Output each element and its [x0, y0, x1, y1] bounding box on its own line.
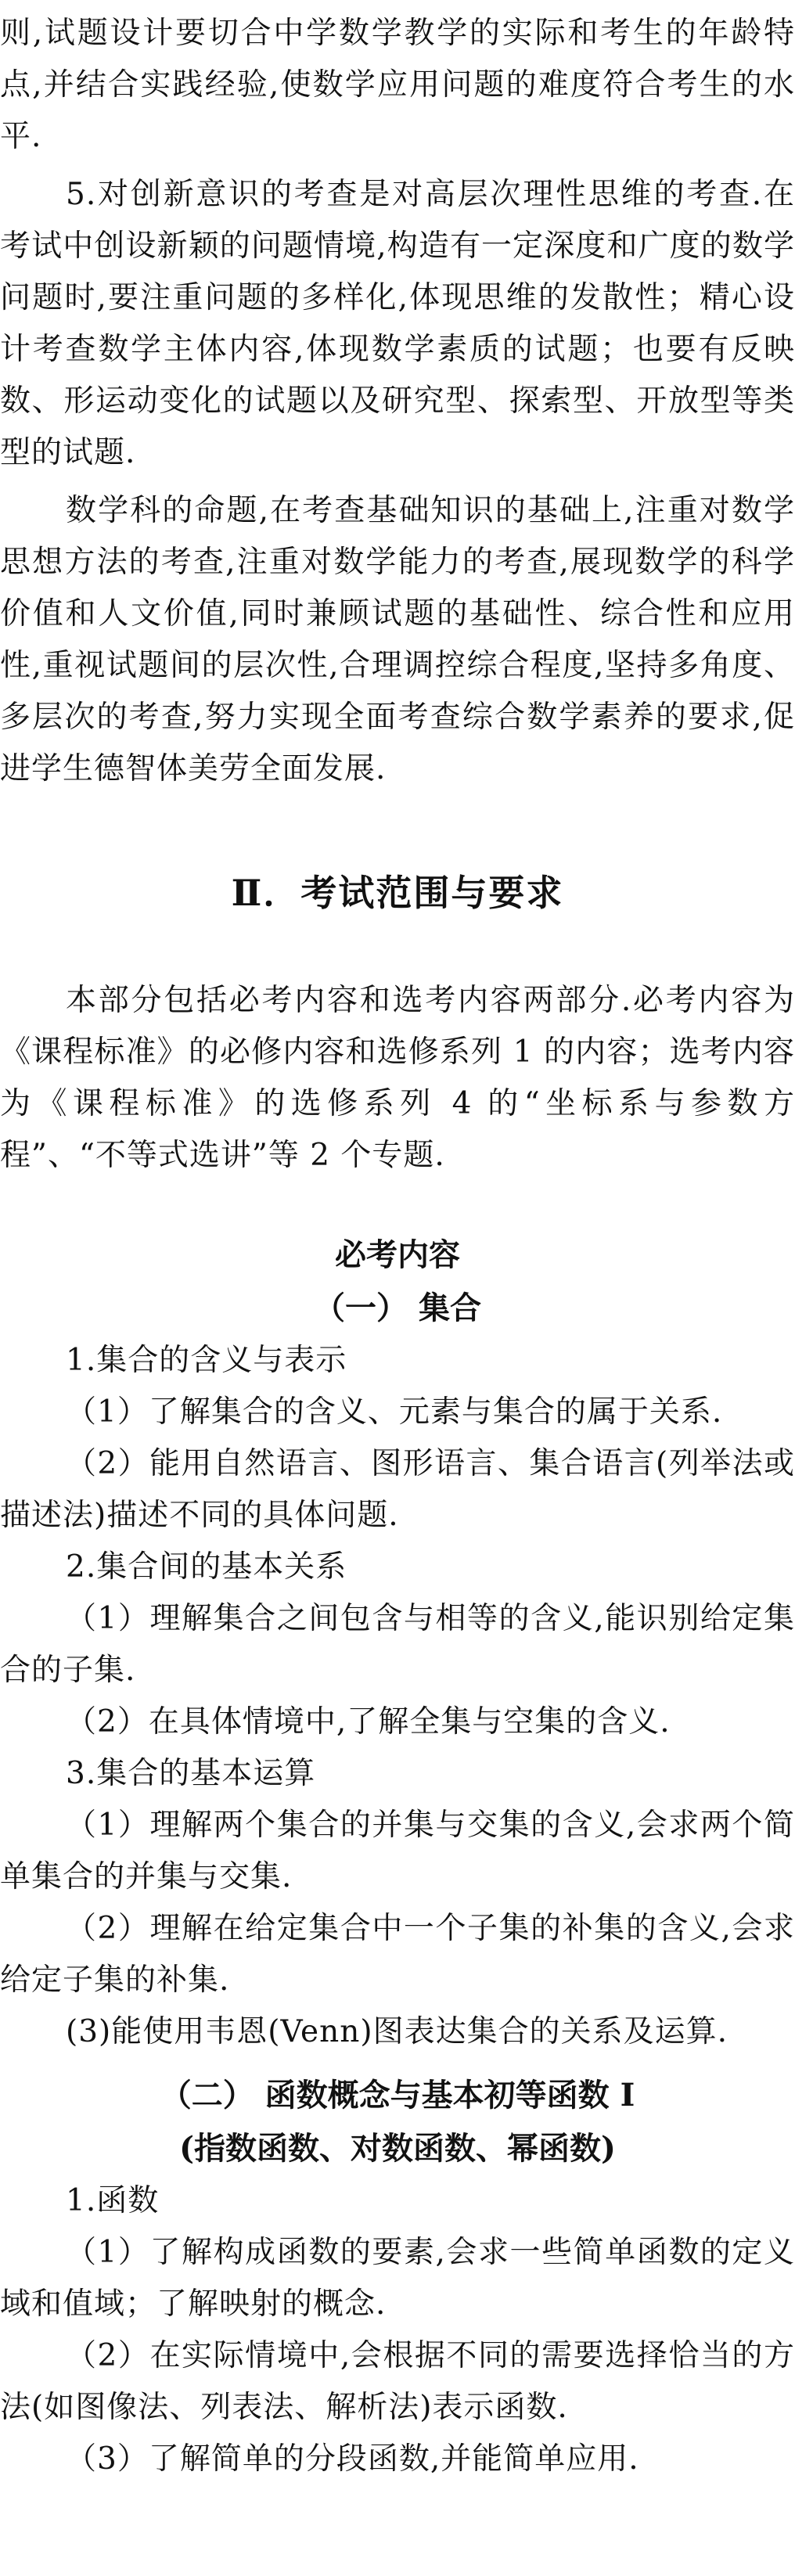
unit1-topic-3-item-2: （2）理解在给定集合中一个子集的补集的含义,会求给定子集的补集.	[0, 1911, 795, 1998]
unit1-topic-3: 3.集合的基本运算	[66, 1756, 316, 1791]
intro-paragraph-1: 则,试题设计要切合中学数学教学的实际和考生的年龄特点,并结合实践经验,使数学应用问题的难度符合考生的水平.	[0, 16, 795, 154]
unit2-topic-1-item-3: （3）了解简单的分段函数,并能简单应用.	[66, 2441, 639, 2477]
unit1-topic-1-item-2: （2）能用自然语言、图形语言、集合语言(列举法或描述法)描述不同的具体问题.	[0, 1446, 795, 1533]
unit2-topic-1: 1.函数	[66, 2183, 160, 2218]
unit1-topic-2-item-2: （2）在具体情境中,了解全集与空集的含义.	[66, 1704, 671, 1740]
unit1-topic-2: 2.集合间的基本关系	[66, 1549, 347, 1585]
intro-paragraph-3: 数学科的命题,在考查基础知识的基础上,注重对数学思想方法的考查,注重对数学能力的考查,展现数学的科学价值和人文价值,同时兼顾试题的基础性、综合性和应用性,重视试题间的层次性,合理调控综合程度,坚持多角度、多层次的考查,努力实现全面考查综合数学素养的要求,促进学生德智体美劳全面发展.	[0, 493, 795, 786]
unit1-topic-3-item-1: （1）理解两个集合的并集与交集的含义,会求两个简单集合的并集与交集.	[0, 1808, 795, 1894]
section-heading: Ⅱ．考试范围与要求	[231, 872, 564, 914]
unit1-topic-2-item-1: （1）理解集合之间包含与相等的含义,能识别给定集合的子集.	[0, 1601, 795, 1688]
unit2-title: （二） 函数概念与基本初等函数 Ⅰ	[160, 2077, 635, 2114]
unit1-topic-3-item-3: (3)能使用韦恩(Venn)图表达集合的关系及运算.	[66, 2014, 728, 2049]
unit2-subtitle: (指数函数、对数函数、幂函数)	[179, 2130, 616, 2167]
unit2-topic-1-item-2: （2）在实际情境中,会根据不同的需要选择恰当的方法(如图像法、列表法、解析法)表示函数.	[0, 2338, 795, 2425]
unit1-topic-1-item-1: （1）了解集合的含义、元素与集合的属于关系.	[66, 1394, 723, 1430]
section-intro: 本部分包括必考内容和选考内容两部分.必考内容为《课程标准》的必修内容和选修系列 1 的内容；选考内容为《课程标准》的选修系列 4 的“坐标系与参数方程”、“不等式选讲”等 2 个专题.	[0, 983, 795, 1173]
required-content-title: 必考内容	[335, 1236, 460, 1273]
unit1-topic-1: 1.集合的含义与表示	[66, 1343, 347, 1378]
intro-paragraph-2: 5.对创新意识的考查是对高层次理性思维的考查.在考试中创设新颖的问题情境,构造有一定深度和广度的数学问题时,要注重问题的多样化,体现思维的发散性；精心设计考查数学主体内容,体现数学素质的试题；也要有反映数、形运动变化的试题以及研究型、探索型、开放型等类型的试题.	[0, 177, 795, 470]
unit1-title: （一） 集合	[314, 1290, 481, 1326]
unit2-topic-1-item-1: （1）了解构成函数的要素,会求一些简单函数的定义域和值域；了解映射的概念.	[0, 2235, 795, 2322]
